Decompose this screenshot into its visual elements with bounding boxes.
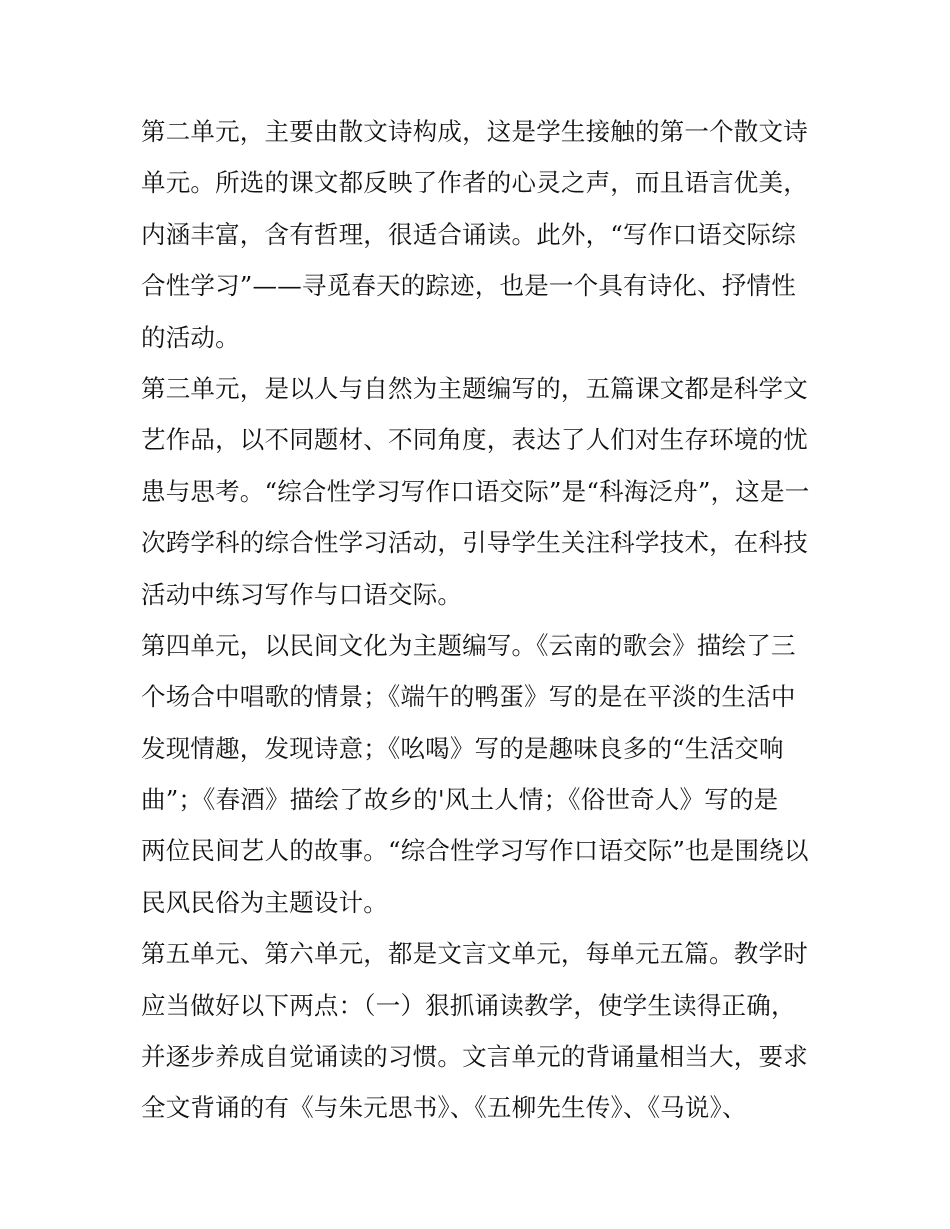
text-line: 患与思考。“综合性学习写作口语交际”是“科海泛舟”，这是一 xyxy=(141,476,810,506)
paragraph-unit-2 xyxy=(141,106,813,363)
text-line: 艺作品，以不同题材、不同角度，表达了人们对生存环境的忧 xyxy=(141,425,808,455)
document-body xyxy=(141,106,813,1134)
paragraph-unit-5-6 xyxy=(141,928,813,1134)
text-line: 并逐步养成自觉诵读的习惯。文言单元的背诵量相当大，要求 xyxy=(141,1042,808,1072)
text-line: 次跨学科的综合性学习活动，引导学生关注科学技术，在科技 xyxy=(141,528,808,558)
text-line: 个场合中唱歌的情景；《端午的鸭蛋》写的是在平淡的生活中 xyxy=(141,682,796,712)
text-line: 全文背诵的有《与朱元思书》、《五柳先生传》、《马说》、 xyxy=(141,1093,747,1123)
text-line: 内涵丰富，含有哲理，很适合诵读。此外，“写作口语交际综 xyxy=(141,219,796,249)
text-line: 发现情趣，发现诗意；《吆喝》写的是趣味良多的“生活交响 xyxy=(141,733,784,763)
text-line: 第三单元，是以人与自然为主题编写的，五篇课文都是科学文 xyxy=(141,373,808,403)
text-line: 单元。所选的课文都反映了作者的心灵之声，而且语言优美， xyxy=(141,168,808,198)
text-line: 曲”；《春酒》描绘了故乡的'风土人情；《俗世奇人》写的是 xyxy=(141,785,779,815)
text-line: 应当做好以下两点：（一）狠抓诵读教学，使学生读得正确， xyxy=(141,990,796,1020)
text-line: 第二单元，主要由散文诗构成，这是学生接触的第一个散文诗 xyxy=(141,117,808,146)
text-line: 两位民间艺人的故事。“综合性学习写作口语交际”也是围绕以 xyxy=(141,836,809,866)
paragraph-unit-3 xyxy=(141,363,813,620)
paragraph-unit-4 xyxy=(141,620,813,928)
text-line: 合性学习”——寻觅春天的踪迹，也是一个具有诗化、抒情性 xyxy=(141,271,796,301)
text-line: 活动中练习写作与口语交际。 xyxy=(141,579,463,609)
text-line: 的活动。 xyxy=(141,322,240,352)
text-line: 第四单元，以民间文化为主题编写。《云南的歌会》描绘了三 xyxy=(141,630,796,660)
text-line: 第五单元、第六单元，都是文言文单元，每单元五篇。教学时 xyxy=(141,939,808,969)
text-line: 民风民俗为主题设计。 xyxy=(141,887,388,917)
